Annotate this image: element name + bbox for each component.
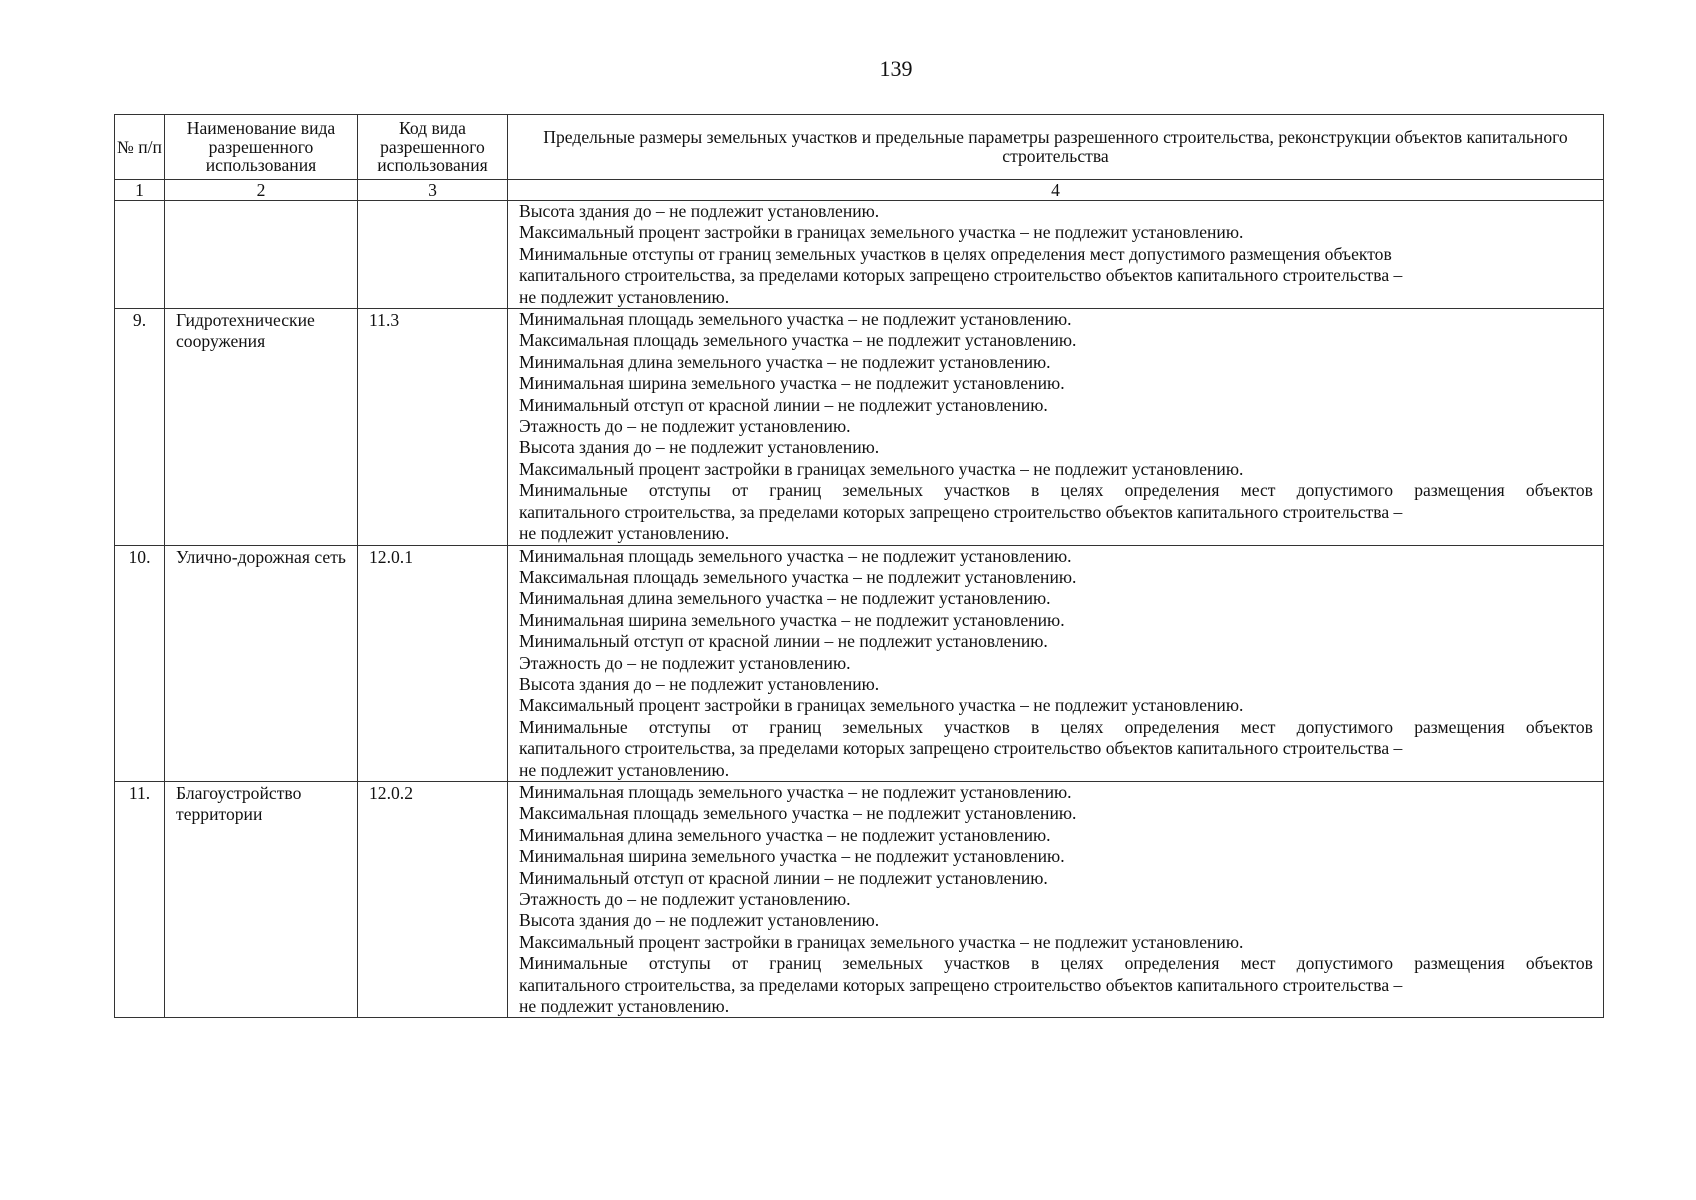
header-number: № п/п [115,115,165,180]
parameter-line: Минимальная площадь земельного участка – не подлежит установлению. [519,545,1072,566]
row-number: 11. [115,781,165,1017]
parameter-line: Минимальные отступы от границ земельных участков в целях определения мест допустимого размещения объектов [519,953,1593,974]
parameter-line: Высота здания до – не подлежит установлению. [519,437,880,458]
column-number: 1 [115,180,165,201]
parameter-line: Минимальный отступ от красной линии – не подлежит установлению. [519,867,1048,888]
use-name: Благоустройство территории [165,781,358,1017]
parameter-line: Минимальная ширина земельного участка – не подлежит установлению. [519,846,1065,867]
header-use-name: Наименование вида разрешенного использования [165,115,358,180]
parameter-line: Максимальный процент застройки в границах земельного участка – не подлежит установлению. [519,695,1244,716]
permitted-use-table [114,114,1604,1018]
parameter-line: Минимальные отступы от границ земельных участков в целях определения мест допустимого размещения объектов [519,243,1392,264]
parameters-cell [508,201,1604,309]
use-code: 11.3 [358,309,508,545]
parameter-line: Этажность до – не подлежит установлению. [519,889,851,909]
parameter-line: Высота здания до – не подлежит установлению. [519,910,880,931]
table-row [115,781,1604,1017]
parameter-line: Минимальная площадь земельного участка – не подлежит установлению. [519,309,1072,330]
parameter-line: капитального строительства, за пределами которых запрещено строительство объектов капитального строительства – [519,265,1403,286]
row-number [115,201,165,309]
use-code: 12.0.1 [358,545,508,781]
parameter-line: Максимальная площадь земельного участка – не подлежит установлению. [519,803,1077,824]
use-name: Улично-дорожная сеть [165,545,358,781]
column-number: 3 [358,180,508,201]
parameter-line: Этажность до – не подлежит установлению. [519,652,851,673]
parameter-line: не подлежит установлению. [519,996,730,1017]
parameter-line: Максимальный процент застройки в границах земельного участка – не подлежит установлению. [519,458,1244,479]
parameter-line: капитального строительства, за пределами которых запрещено строительство объектов капитального строительства – [519,738,1403,759]
parameter-line: Минимальная длина земельного участка – не подлежит установлению. [519,824,1051,845]
parameter-line: Минимальный отступ от красной линии – не подлежит установлению. [519,631,1048,652]
row-number: 9. [115,309,165,545]
parameter-line: капитального строительства, за пределами которых запрещено строительство объектов капитального строительства – [519,974,1403,995]
parameter-line: не подлежит установлению. [519,759,730,780]
parameter-line: Высота здания до – не подлежит установлению. [519,201,880,221]
use-code [358,201,508,309]
parameter-line: Минимальная длина земельного участка – не подлежит установлению. [519,588,1051,609]
parameter-line: Минимальная площадь земельного участка – не подлежит установлению. [519,781,1072,802]
parameter-line: Минимальная длина земельного участка – не подлежит установлению. [519,351,1051,372]
column-number: 4 [508,180,1604,201]
parameter-line: Минимальная ширина земельного участка – не подлежит установлению. [519,609,1065,630]
use-code: 12.0.2 [358,781,508,1017]
parameters-cell [508,781,1604,1017]
table-row [115,545,1604,781]
column-number: 2 [165,180,358,201]
header-parameters: Предельные размеры земельных участков и предельные параметры разрешенного строительства, реконструкции объектов капитального строительства [508,115,1604,180]
parameter-line: не подлежит установлению. [519,523,730,544]
parameter-line: капитального строительства, за пределами которых запрещено строительство объектов капитального строительства – [519,501,1403,522]
use-name [165,201,358,309]
parameter-line: Максимальная площадь земельного участка – не подлежит установлению. [519,330,1077,351]
parameter-line: Минимальные отступы от границ земельных участков в целях определения мест допустимого размещения объектов [519,716,1593,737]
parameter-line: Высота здания до – не подлежит установлению. [519,673,880,694]
page-number: 139 [879,56,913,81]
row-number: 10. [115,545,165,781]
table-row [115,309,1604,545]
parameter-line: Минимальный отступ от красной линии – не подлежит установлению. [519,394,1048,415]
parameter-line: не подлежит установлению. [519,286,730,307]
table-row [115,201,1604,309]
parameter-line: Максимальный процент застройки в границах земельного участка – не подлежит установлению. [519,931,1244,952]
use-name: Гидротехнические сооружения [165,309,358,545]
parameter-line: Максимальная площадь земельного участка – не подлежит установлению. [519,566,1077,587]
parameter-line: Этажность до – не подлежит установлению. [519,416,851,437]
parameter-line: Минимальная ширина земельного участка – не подлежит установлению. [519,373,1065,394]
parameter-line: Максимальный процент застройки в границах земельного участка – не подлежит установлению. [519,222,1244,243]
table-header-row [115,115,1604,180]
header-use-code: Код вида разрешенного использования [358,115,508,180]
parameters-cell [508,545,1604,781]
parameter-line: Минимальные отступы от границ земельных участков в целях определения мест допустимого размещения объектов [519,480,1593,501]
parameters-cell [508,309,1604,545]
column-number-row [115,180,1604,201]
